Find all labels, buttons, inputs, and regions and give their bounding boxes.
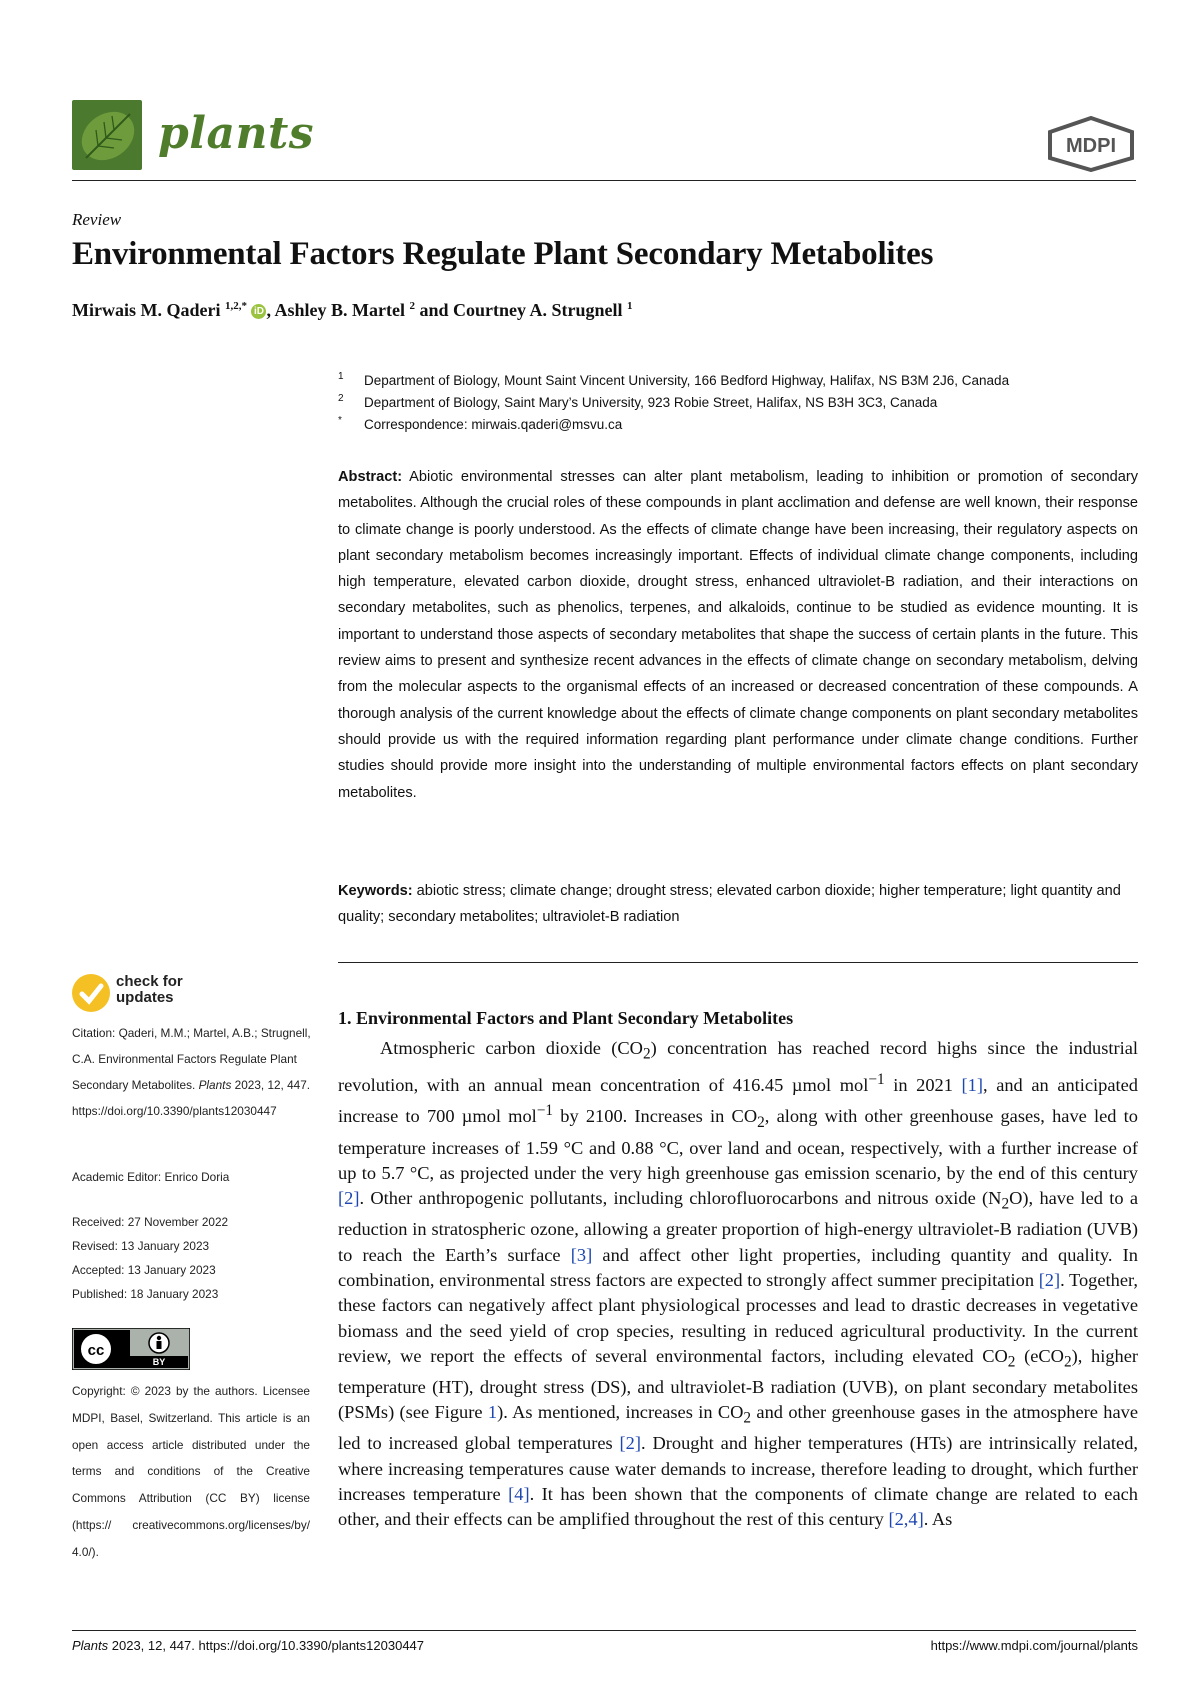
footer-journal-url[interactable]: https://www.mdpi.com/journal/plants	[930, 1638, 1138, 1653]
footer-citation	[72, 1638, 424, 1653]
figure-link[interactable]: 1	[487, 1402, 498, 1423]
body-text-run: . It has been shown that the components of climate change are related to each other, and their effects can be amplified throughout the rest of this century	[338, 1484, 1138, 1530]
cc-by-label: BY	[152, 1357, 166, 1367]
subscript: 2	[743, 1410, 752, 1428]
body-text-run: (eCO	[1015, 1346, 1064, 1367]
body-text-run: , along with other greenhouse gases, have led to temperature increases of 1.59 °C and 0.88 °C, over land and ocean, respectively, with a further increase of up to 5.7 °C, as projected under the very high greenhouse gas emission scenario, by the end of this century	[338, 1106, 1138, 1183]
author-separator: and	[414, 300, 453, 320]
reference-link[interactable]: [1]	[961, 1075, 983, 1096]
check-for-updates-icon[interactable]	[72, 974, 110, 1012]
abstract-divider	[338, 962, 1138, 963]
author-affiliation-mark: 1	[627, 300, 633, 312]
body-text-run: ), higher temperature (HT), drought stress (DS), and ultraviolet-B radiation (UVB), on plant secondary metabolites (PSMs) (see Figure	[338, 1346, 1138, 1423]
subscript: 2	[1063, 1353, 1072, 1371]
affiliation-item	[338, 370, 1138, 392]
citation-text: Qaderi, M.M.; Martel, A.B.; Strugnell, C.A. Environmental Factors Regulate Plant Secondary Metabolites.	[72, 1026, 311, 1092]
subscript: 2	[1001, 1195, 1010, 1213]
affiliation-item	[338, 414, 1138, 436]
academic-editor: Academic Editor: Enrico Doria	[72, 1170, 230, 1184]
author-name[interactable]: Ashley B. Martel	[274, 300, 405, 320]
affiliation-mark: *	[338, 415, 342, 426]
published-date: Published: 18 January 2023	[72, 1287, 219, 1301]
affiliation-item	[338, 392, 1138, 414]
correspondence-text[interactable]: Correspondence: mirwais.qaderi@msvu.ca	[364, 417, 623, 432]
mdpi-logo-icon	[1046, 116, 1136, 172]
subscript: 2	[642, 1045, 651, 1063]
citation-journal: Plants	[198, 1078, 232, 1092]
abstract-text: Abiotic environmental stresses can alter plant metabolism, leading to inhibition or promotion of secondary metabolites. Although the crucial roles of these compounds in plant acclimation and defense are well known, their response to climate change is poorly understood. As the effects of climate change have been increasing, their regulatory aspects on plant secondary metabolism becomes increasingly important. Effects of individual climate change components, including high temperature, elevated carbon dioxide, drought stress, enhanced ultraviolet-B radiation, and their interactions on secondary metabolites, such as phenolics, terpenes, and alkaloids, continue to be studied as evidence mounting. It is important to understand those aspects of secondary metabolites that shape the success of certain plants in the future. This review aims to present and synthesize recent advances in the effects of climate change on secondary metabolism, delving from the molecular aspects to the organismal effects of an increased or decreased concentration of these compounds. A thorough analysis of the current knowledge about the effects of climate change components on plant secondary metabolites should provide us with the required information regarding plant performance under climate change conditions. Further studies should provide more insight into the understanding of multiple environmental factors effects on plant secondary metabolites.	[338, 469, 1139, 801]
author-affiliation-mark: 1,2,*	[224, 300, 247, 312]
orcid-icon[interactable]: iD	[251, 304, 266, 319]
section-body	[338, 1036, 1138, 1533]
body-text-run: by 2100. Increases in CO	[553, 1106, 758, 1127]
publisher-name: MDPI	[1066, 135, 1116, 157]
author-name[interactable]: Mirwais M. Qaderi	[72, 300, 221, 320]
check-for-updates-line2: updates	[116, 989, 174, 1006]
keywords-text: abiotic stress; climate change; drought stress; elevated carbon dioxide; higher temperature; light quantity and quality; secondary metabolites; ultraviolet-B radiation	[338, 883, 1121, 926]
body-text-run: in 2021	[884, 1075, 962, 1096]
body-text-run: . As	[923, 1509, 953, 1530]
body-text-run: O), have led to a reduction in stratospheric ozone, allowing a greater proportion of high-energy ultraviolet-B radiation (UVB) to reach the Earth’s surface	[338, 1188, 1138, 1265]
body-paragraph	[338, 1036, 1138, 1533]
body-text-run: and affect other light properties, including quantity and quality. In combination, environmental stress factors are expected to strongly affect summer precipitation	[338, 1244, 1139, 1291]
affiliation-text: Department of Biology, Mount Saint Vincent University, 166 Bedford Highway, Halifax, NS B3M 2J6, Canada	[364, 373, 1010, 388]
abstract-label: Abstract:	[338, 469, 403, 485]
journal-name: plants	[158, 108, 315, 159]
body-text-run: Atmospheric carbon dioxide (CO	[380, 1038, 643, 1058]
reference-link[interactable]: [2]	[1038, 1270, 1061, 1291]
article-type: Review	[72, 210, 122, 229]
superscript: −1	[536, 1102, 554, 1120]
body-text-run: and other greenhouse gases in the atmosphere have led to increased global temperatures	[338, 1402, 1138, 1454]
footer-doi[interactable]: 2023, 12, 447. https://doi.org/10.3390/plants12030447	[108, 1638, 425, 1653]
superscript: −1	[868, 1071, 885, 1089]
copyright-notice: Copyright: © 2023 by the authors. Licensee MDPI, Basel, Switzerland. This article is an open access article distributed under the terms and conditions of the Creative Commons Attribution (CC BY) license (https:// creativecommons.org/licenses/by/ 4.0/).	[72, 1384, 310, 1559]
affiliations	[338, 370, 1138, 436]
reference-link[interactable]: [2]	[619, 1433, 641, 1454]
section-title: 1. Environmental Factors and Plant Secondary Metabolites	[338, 1008, 794, 1028]
journal-logo-icon	[72, 100, 142, 170]
reference-link[interactable]: [2]	[338, 1188, 360, 1209]
cc-by-license-icon[interactable]	[72, 1328, 190, 1370]
revised-date: Revised: 13 January 2023	[72, 1239, 210, 1253]
affiliation-mark: 1	[338, 371, 344, 382]
check-for-updates-button[interactable]	[116, 974, 183, 1006]
subscript: 2	[1007, 1353, 1016, 1371]
keywords	[338, 878, 1138, 931]
footer-divider	[72, 1630, 1136, 1631]
reference-link[interactable]: [3]	[570, 1244, 593, 1265]
received-date: Received: 27 November 2022	[72, 1215, 229, 1229]
body-text-run: ). As mentioned, increases in CO	[497, 1402, 744, 1423]
body-text-run: . Together, these factors can negatively affect plant physiological processes and lead to drastic decreases in vegetative biomass and the seed yield of crop species, resulting in reduced agricultural productivity. In the current review, we report the effects of several environmental factors, including elevated CO	[338, 1270, 1138, 1367]
author-name[interactable]: Courtney A. Strugnell	[453, 300, 623, 320]
citation-doi[interactable]: 2023, 12, 447. https://doi.org/10.3390/plants12030447	[72, 1078, 311, 1118]
keywords-label: Keywords:	[338, 883, 413, 899]
affiliation-text: Department of Biology, Saint Mary’s University, 923 Robie Street, Halifax, NS B3H 3C3, Canada	[364, 395, 938, 410]
body-text-run: , and an anticipated increase to 700 µmol mol	[338, 1075, 1138, 1127]
article-title: Environmental Factors Regulate Plant Secondary Metabolites	[72, 236, 934, 272]
reference-link[interactable]: [4]	[508, 1484, 530, 1505]
body-text-run: . Drought and higher temperatures (HTs) are intrinsically related, where increasing temperatures cause water demands to increase, therefore leading to drought, which further increases temperature	[338, 1433, 1138, 1505]
body-text-run: ) concentration has reached record highs since the industrial revolution, with an annual mean concentration of 416.45 µmol mol	[338, 1038, 1138, 1096]
affiliation-mark: 2	[338, 393, 344, 404]
author-affiliation-mark: 2	[409, 300, 415, 312]
citation-block	[72, 1020, 312, 1124]
reference-link[interactable]: [2,4]	[888, 1509, 924, 1530]
publication-dates	[72, 1210, 228, 1306]
cc-label: cc	[87, 1342, 105, 1359]
abstract	[338, 464, 1138, 806]
footer-journal: Plants	[72, 1638, 109, 1653]
check-for-updates-line1: check for	[116, 973, 183, 990]
citation-label: Citation:	[72, 1026, 116, 1040]
body-text-run: . Other anthropogenic pollutants, including chlorofluorocarbons and nitrous oxide (N	[359, 1188, 1002, 1209]
author-list	[72, 300, 633, 321]
header-divider	[72, 180, 1136, 181]
author-separator: ,	[266, 300, 275, 320]
accepted-date: Accepted: 13 January 2023	[72, 1263, 216, 1277]
subscript: 2	[757, 1114, 765, 1132]
